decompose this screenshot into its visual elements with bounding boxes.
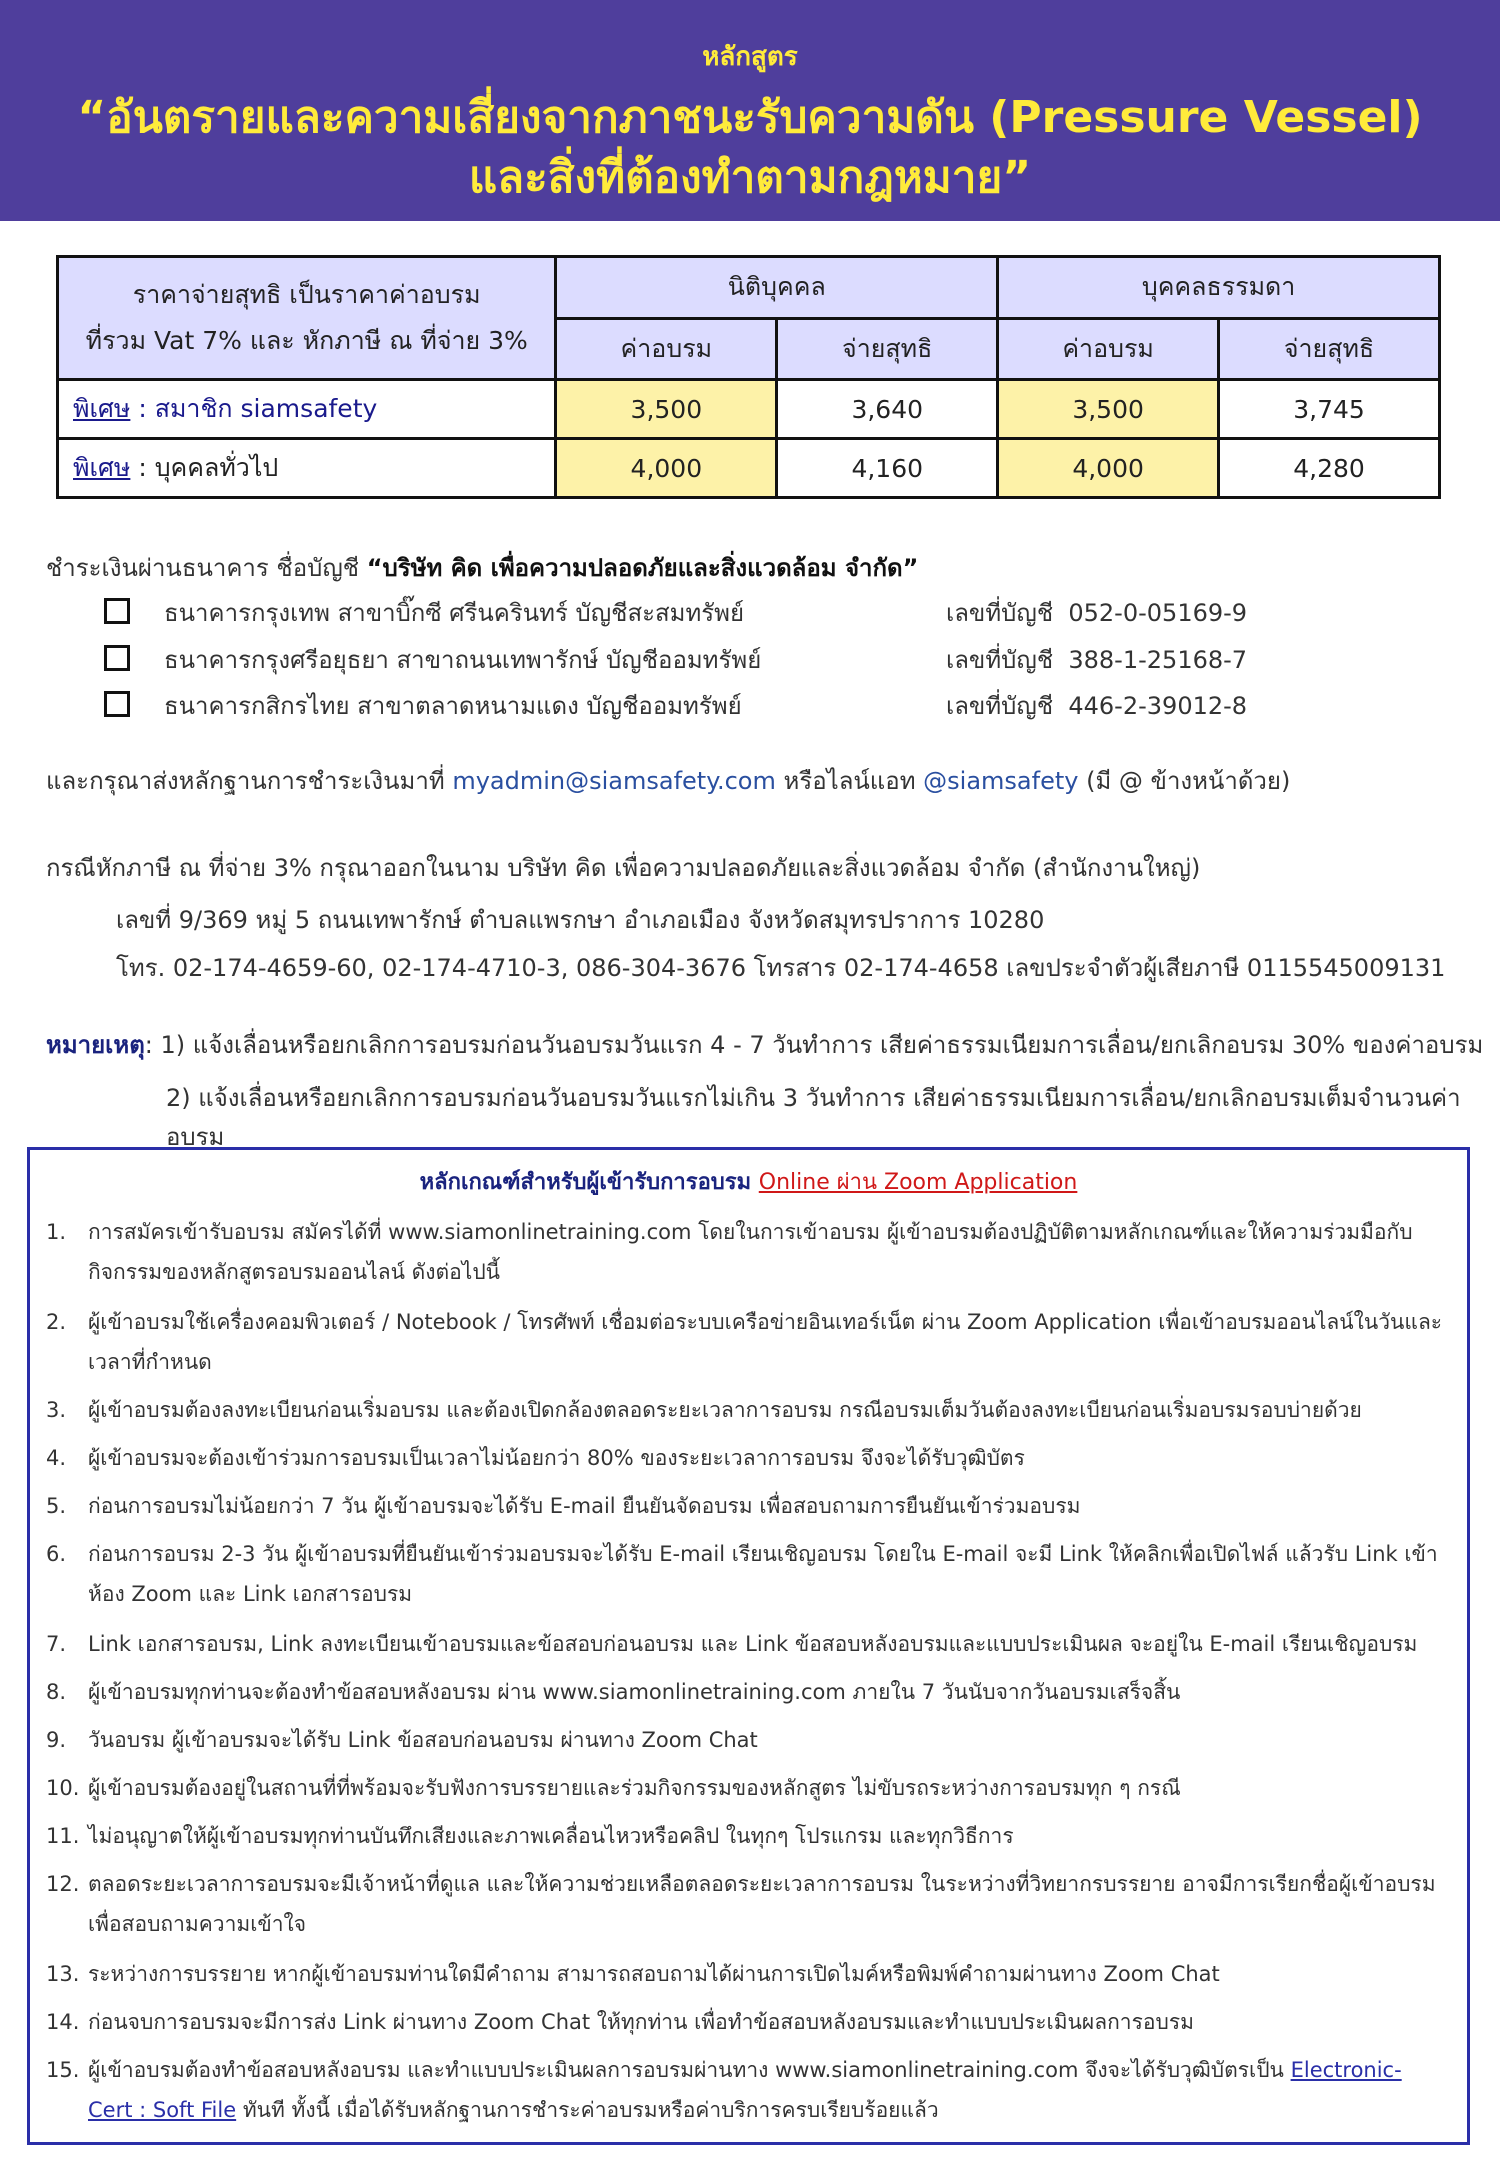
checkbox-icon[interactable] [104,645,130,671]
item-number: 10. [46,1776,80,1800]
list-item [46,1954,1446,1994]
bank-name: ธนาคารกรุงเทพ สาขาบิ๊กซี ศรีนครินทร์ บัญชีสะสมทรัพย์ [164,599,745,627]
note-1-text: : 1) แจ้งเลื่อนหรือยกเลิกการอบรมก่อนวันอบรมวันแรก 4 - 7 วันทำการ เสียค่าธรรมเนียมการเลื่อน/ยกเลิกอบรม 30% ของค่าอบรม [144,1031,1484,1059]
general-juristic-net: 4,160 [777,439,998,498]
item-text: ไม่อนุญาตให้ผู้เข้าอบรมทุกท่านบันทึกเสียงและภาพเคลื่อนไหวหรือคลิป ในทุกๆ โปรแกรม และทุกวิธีการ [88,1824,1014,1848]
item-text: ผู้เข้าอบรมใช้เครื่องคอมพิวเตอร์ / Notebook / โทรศัพท์ เชื่อมต่อระบบเครือข่ายอินเทอร์เน็ต ผ่าน Zoom Application เพื่อเข้าอบรมออนไลน์ในวันและเวลาที่กำหนด [88,1310,1443,1374]
list-item [46,1438,1446,1478]
col-juristic-net: จ่ายสุทธิ [777,318,998,380]
general-individual-fee: 4,000 [998,439,1219,498]
item-number: 6. [46,1542,67,1566]
item-number: 2. [46,1310,67,1334]
item-number: 9. [46,1728,67,1752]
list-item [46,1302,1446,1382]
bank-item [104,593,1248,632]
price-table [56,255,1441,499]
group-individual: บุคคลธรรมดา [998,257,1440,319]
price-desc-line1: ราคาจ่ายสุทธิ เป็นราคาค่าอบรม [132,280,481,309]
evidence-line [46,761,1290,800]
item-number: 13. [46,1962,80,1986]
table-row [58,380,1440,439]
bank-account [946,640,1247,679]
item-number: 1. [46,1220,67,1244]
account-prefix: เลขที่บัญชี [946,692,1054,720]
bank-name: ธนาคารกรุงศรีอยุธยา สาขาถนนเทพารักษ์ บัญชีออมทรัพย์ [164,646,762,674]
col-juristic-fee: ค่าอบรม [556,318,777,380]
checkbox-icon[interactable] [104,598,130,624]
general-individual-net: 4,280 [1219,439,1440,498]
list-item [46,1624,1446,1664]
special-link[interactable]: พิเศษ [73,453,131,482]
list-item [46,1864,1446,1944]
bank-item [104,686,1248,725]
item-number: 14. [46,2010,80,2034]
course-title-line1: “อันตรายและความเสี่ยงจากภาชนะรับความดัน (Pressure Vessel) [77,92,1423,143]
item-text: ก่อนจบการอบรมจะมีการส่ง Link ผ่านทาง Zoom Chat ให้ทุกท่าน เพื่อทำข้อสอบหลังอบรมและทำแบบประเมินผลการอบรม [88,2010,1194,2034]
item-text: ก่อนการอบรม 2-3 วัน ผู้เข้าอบรมที่ยืนยันเข้าร่วมอบรมจะได้รับ E-mail เรียนเชิญอบรม โดยใน E-mail จะมี Link ให้คลิกเพื่อเปิดไฟล์ แล้วรับ Link เข้าห้อง Zoom และ Link เอกสารอบรม [88,1542,1438,1606]
bank-account [946,686,1247,725]
item-number: 3. [46,1398,67,1422]
line-id-link[interactable]: @siamsafety [923,767,1079,795]
table-row [58,439,1440,498]
item-number: 15. [46,2058,80,2082]
row-label-member [58,380,556,439]
course-header [0,0,1500,221]
bank-name: ธนาคารกสิกรไทย สาขาตลาดหนามแดง บัญชีออมทรัพย์ [164,692,742,720]
payment-intro [46,548,918,587]
item-text: ตลอดระยะเวลาการอบรมจะมีเจ้าหน้าที่ดูแล และให้ความช่วยเหลือตลอดระยะเวลาการอบรม ในระหว่างที่วิทยากรบรรยาย อาจมีการเรียกชื่อผู้เข้าอบรมเพื่อสอบถามความเข้าใจ [88,1872,1436,1936]
list-item [46,1534,1446,1614]
col-individual-fee: ค่าอบรม [998,318,1219,380]
price-description [58,257,556,380]
note-2: 2) แจ้งเลื่อนหรือยกเลิกการอบรมก่อนวันอบรมวันแรกไม่เกิน 3 วันทำการ เสียค่าธรรมเนียมการเลื่อน/ยกเลิกอบรมเต็มจำนวนค่าอบรม [166,1084,1461,1151]
special-link[interactable]: พิเศษ [73,394,131,423]
account-name: “บริษัท คิด เพื่อความปลอดภัยและสิ่งแวดล้อม จำกัด” [366,554,919,582]
price-desc-line2: ที่รวม Vat 7% และ หักภาษี ณ ที่จ่าย 3% [85,326,528,355]
item-text: ผู้เข้าอบรมทุกท่านจะต้องทำข้อสอบหลังอบรม ผ่าน www.siamonlinetraining.com ภายใน 7 วันนับจากวันอบรมเสร็จสิ้น [88,1680,1181,1704]
list-item [46,1212,1446,1292]
general-juristic-fee: 4,000 [556,439,777,498]
col-individual-net: จ่ายสุทธิ [1219,318,1440,380]
group-juristic: นิติบุคคล [556,257,998,319]
criteria-title-text: หลักเกณฑ์สำหรับผู้เข้ารับการอบรม [419,1170,752,1195]
account-number: 446-2-39012-8 [1068,692,1248,720]
tax-address: เลขที่ 9/369 หมู่ 5 ถนนเทพารักษ์ ตำบลแพรกษา อำเภอเมือง จังหวัดสมุทรปราการ 10280 [116,906,1045,934]
row-label-text: : บุคคลทั่วไป [130,453,279,482]
item-text: ผู้เข้าอบรมต้องอยู่ในสถานที่ที่พร้อมจะรับฟังการบรรยายและร่วมกิจกรรมของหลักสูตร ไม่ขับรถระหว่างการอบรมทุก ๆ กรณี [88,1776,1181,1800]
account-number: 052-0-05169-9 [1068,599,1248,627]
checkbox-icon[interactable] [104,691,130,717]
list-item [46,1816,1446,1856]
list-item [46,1390,1446,1430]
course-label: หลักสูตร [702,42,798,72]
criteria-title [30,1164,1467,1199]
course-title-line2: และสิ่งที่ต้องทำตามกฎหมาย” [468,152,1032,203]
account-prefix: เลขที่บัญชี [946,646,1054,674]
member-individual-net: 3,745 [1219,380,1440,439]
item-text: ผู้เข้าอบรมจะต้องเข้าร่วมการอบรมเป็นเวลาไม่น้อยกว่า 80% ของระยะเวลาการอบรม จึงจะได้รับวุฒิบัตร [88,1446,1025,1470]
member-juristic-fee: 3,500 [556,380,777,439]
payment-intro-text: ชำระเงินผ่านธนาคาร ชื่อบัญชี [46,554,360,582]
electronic-cert-link[interactable]: Electronic-Cert : Soft File [88,2058,1402,2122]
note-label: หมายเหตุ [46,1031,145,1059]
line-prefix: หรือไลน์แอท [783,767,916,795]
item-text: ก่อนการอบรมไม่น้อยกว่า 7 วัน ผู้เข้าอบรมจะได้รับ E-mail ยืนยันจัดอบรม เพื่อสอบถามการยืนยันเข้าร่วมอบรม [88,1494,1081,1518]
item-text: วันอบรม ผู้เข้าอบรมจะได้รับ Link ข้อสอบก่อนอบรม ผ่านทาง Zoom Chat [88,1728,758,1752]
item-text: Link เอกสารอบรม, Link ลงทะเบียนเข้าอบรมและข้อสอบก่อนอบรม และ Link ข้อสอบหลังอบรมและแบบประเมินผล จะอยู่ใน E-mail เรียนเชิญอบรม [88,1632,1418,1656]
row-label-general [58,439,556,498]
item15-post: ทันที ทั้งนี้ เมื่อได้รับหลักฐานการชำระค่าอบรมหรือค่าบริการครบเรียบร้อยแล้ว [242,2098,939,2122]
tax-line1: กรณีหักภาษี ณ ที่จ่าย 3% กรุณาออกในนาม บริษัท คิด เพื่อความปลอดภัยและสิ่งแวดล้อม จำกัด (สำนักงานใหญ่) [46,854,1201,882]
email-link[interactable]: myadmin@siamsafety.com [452,767,776,795]
item15-pre: ผู้เข้าอบรมต้องทำข้อสอบหลังอบรม และทำแบบประเมินผลการอบรมผ่านทาง www.siamonlinetraining.com จึงจะได้รับวุฒิบัตรเป็น [88,2058,1284,2082]
list-item [46,1768,1446,1808]
bank-account [946,593,1247,632]
list-item [46,2002,1446,2042]
item-number: 8. [46,1680,67,1704]
item-number: 12. [46,1872,80,1896]
account-prefix: เลขที่บัญชี [946,599,1054,627]
list-item [46,2050,1446,2130]
item-text: การสมัครเข้ารับอบรม สมัครได้ที่ www.siamonlinetraining.com โดยในการเข้าอบรม ผู้เข้าอบรมต้องปฏิบัติตามหลักเกณฑ์และให้ความร่วมมือกับกิจกรรมของหลักสูตรอบรมออนไลน์ ดังต่อไปนี้ [88,1220,1413,1284]
zoom-link[interactable]: Online ผ่าน Zoom Application [758,1170,1078,1195]
tax-contact: โทร. 02-174-4659-60, 02-174-4710-3, 086-304-3676 โทรสาร 02-174-4658 เลขประจำตัวผู้เสียภาษี 0115545009131 [116,954,1446,982]
member-individual-fee: 3,500 [998,380,1219,439]
list-item [46,1720,1446,1760]
item-text [88,2050,1446,2130]
item-number: 5. [46,1494,67,1518]
note-1 [46,1025,1483,1064]
item-number: 11. [46,1824,80,1848]
line-suffix: (มี @ ข้างหน้าด้วย) [1086,767,1291,795]
list-item [46,1486,1446,1526]
item-text: ผู้เข้าอบรมต้องลงทะเบียนก่อนเริ่มอบรม และต้องเปิดกล้องตลอดระยะเวลาการอบรม กรณีอบรมเต็มวันต้องลงทะเบียนก่อนเริ่มอบรมรอบบ่ายด้วย [88,1398,1362,1422]
account-number: 388-1-25168-7 [1068,646,1248,674]
criteria-box [27,1147,1470,2145]
member-juristic-net: 3,640 [777,380,998,439]
item-number: 7. [46,1632,67,1656]
item-number: 4. [46,1446,67,1470]
evidence-prefix: และกรุณาส่งหลักฐานการชำระเงินมาที่ [46,767,445,795]
list-item [46,1672,1446,1712]
row-label-text: : สมาชิก siamsafety [130,394,378,423]
bank-item [104,640,1248,679]
item-text: ระหว่างการบรรยาย หากผู้เข้าอบรมท่านใดมีคำถาม สามารถสอบถามได้ผ่านการเปิดไมค์หรือพิมพ์คำถามผ่านทาง Zoom Chat [88,1962,1220,1986]
